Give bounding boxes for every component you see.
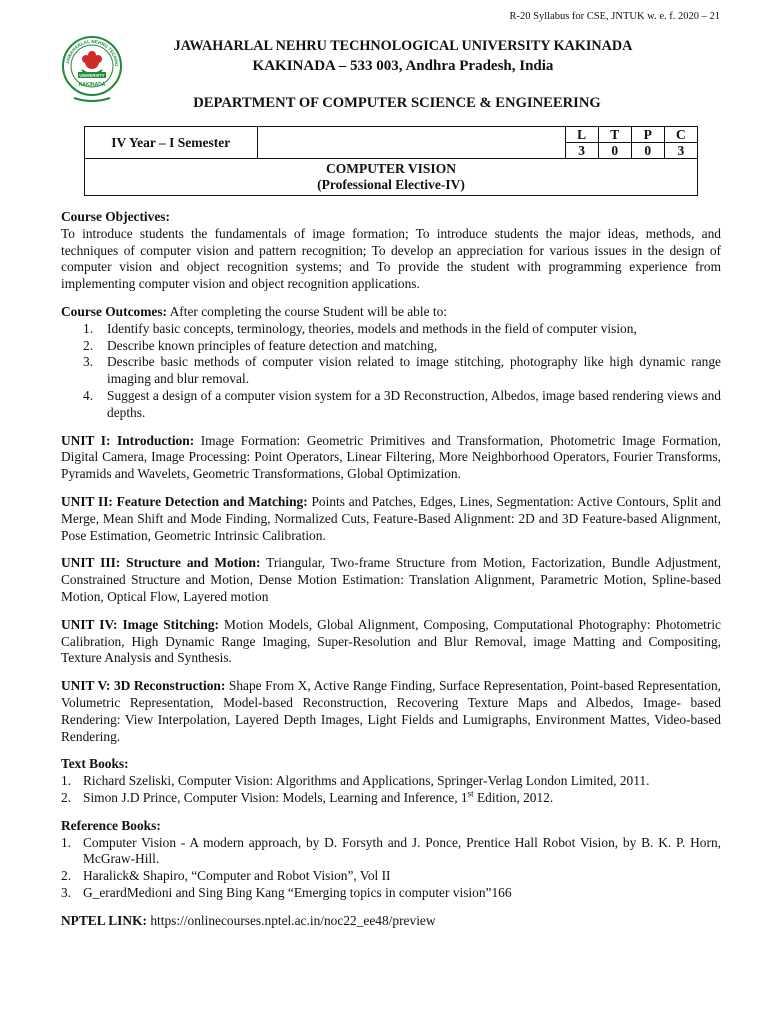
- text-books: [61, 756, 721, 806]
- course-subtitle: (Professional Elective-IV): [317, 177, 465, 192]
- outcomes-list: [61, 321, 721, 422]
- unit-text: Triangular, Two-frame Structure from Motion, Factorization, Bundle Adjustment, Constrained Structure and Motion, Dense Motion Estimation: Translation Alignment, Parametric Motion, Spline-based Motion, Optical Flow, Layered motion: [61, 555, 721, 604]
- list-item: [61, 773, 721, 790]
- unit-text: Points and Patches, Edges, Lines, Segmentation: Active Contours, Split and Merge, Mean Shift and Mode Finding, Normalized Cuts, Feature-Based Alignment: 2D and 3D Feature-based Alignment, Pose Estimation, Geometric Intrinsic Calibration.: [61, 493, 722, 543]
- seal-base-text: KAKINADA: [78, 82, 106, 88]
- reference-books: [61, 818, 721, 902]
- item-number: 1.: [83, 320, 94, 336]
- header-t: T: [598, 127, 631, 143]
- course-title: COMPUTER VISION: [326, 161, 456, 176]
- outcomes-intro: After completing the course Student will be able to:: [167, 303, 448, 319]
- text-books-list: [61, 773, 721, 807]
- unit-4: [61, 617, 721, 667]
- item-text: Computer Vision - A modern approach, by D. Forsyth and J. Ponce, Prentice Hall Robot Vision, by B. K. P. Horn, McGraw-Hill.: [83, 834, 721, 867]
- unit-title: UNIT V: 3D Reconstruction:: [61, 678, 226, 694]
- syllabus-content: [61, 209, 721, 929]
- list-item: [61, 388, 721, 422]
- item-number: 3.: [83, 354, 94, 370]
- header-c: C: [664, 127, 697, 143]
- header-p: P: [631, 127, 664, 143]
- header-l: L: [565, 127, 598, 143]
- item-number: 3.: [61, 884, 72, 900]
- nptel-line: [61, 913, 721, 930]
- objectives-text: To introduce students the fundamentals of image formation; To introduce students the major ideas, methods, and techniques of computer vision and pattern recognition; To develop an appreciation for various issues in the design of computer vision and object recognition systems; and To provide the student with programming experience from implementing computer vision and object recognition applications.: [61, 225, 721, 292]
- course-outcomes: [61, 304, 721, 422]
- unit-text: Image Formation: Geometric Primitives and Transformation, Photometric Image Formation, Digital Camera, Image Processing: Point Operators, Linear Filtering, More Neighborhood Operators, Fourier Transforms, Pyramids and Wavelets, Geometric Transformations, Global Optimization.: [61, 432, 721, 482]
- item-text: Haralick& Shapiro, “Computer and Robot Vision”, Vol II: [83, 868, 391, 884]
- item-number: 2.: [83, 337, 94, 353]
- unit-3: [61, 555, 721, 605]
- unit-2: [61, 494, 721, 544]
- semester-cell: IV Year – I Semester: [85, 127, 258, 159]
- university-name: JAWAHARLAL NEHRU TECHNOLOGICAL UNIVERSITY KAKINADA: [173, 38, 633, 54]
- unit-text: Shape From X, Active Range Finding, Surface Representation, Point-based Representation, Volumetric Representation, Model-based Reconstruction, Recovering Texture Maps and Albedos, Image- based Rendering: View Interpolation, Layered Depth Images, Light Fields and Lumigraphs, Environment Mattes, Video-based Rendering.: [61, 678, 721, 744]
- text-books-heading: Text Books:: [61, 756, 129, 772]
- item-text-end: Edition, 2012.: [473, 789, 554, 805]
- list-item: [61, 885, 721, 902]
- outcomes-heading: Course Outcomes:: [61, 303, 167, 319]
- item-text: Suggest a design of a computer vision system for a 3D Reconstruction, Albedos, image based rendering views and depths.: [107, 387, 721, 420]
- reference-books-heading: Reference Books:: [61, 817, 161, 833]
- item-number: 1.: [61, 834, 72, 850]
- unit-5: [61, 678, 721, 745]
- list-item: [61, 835, 721, 869]
- item-text: G_erardMedioni and Sing Bing Kang “Emerging topics in computer vision”166: [83, 884, 512, 900]
- list-item: [61, 868, 721, 885]
- unit-text: Motion Models, Global Alignment, Composing, Computational Photography: Photometric Calibration, High Dynamic Range Imaging, Super-Resolution and Blur Removal, image Matting and Compositing, Texture Analysis and Synthesis.: [61, 616, 721, 666]
- item-number: 1.: [61, 773, 72, 789]
- value-c: 3: [664, 143, 697, 159]
- department-title: DEPARTMENT OF COMPUTER SCIENCE & ENGINEERING: [193, 95, 601, 111]
- item-text: Describe basic methods of computer vision related to image stitching, photography like high dynamic range imaging and blur removal.: [107, 354, 721, 387]
- unit-title: UNIT I: Introduction:: [61, 432, 195, 448]
- list-item: [61, 354, 721, 388]
- running-header: R-20 Syllabus for CSE, JNTUK w. e. f. 2020 – 21: [509, 11, 720, 22]
- unit-title: UNIT II: Feature Detection and Matching:: [61, 493, 308, 509]
- unit-title: UNIT IV: Image Stitching:: [61, 616, 219, 632]
- university-address: KAKINADA – 533 003, Andhra Pradesh, India: [252, 58, 554, 74]
- unit-title: UNIT III: Structure and Motion:: [61, 555, 261, 571]
- seal-ring-text: JAWAHARLAL NEHRU TECHNO: [65, 38, 120, 67]
- seal-band-text: UNIVERSITY: [79, 72, 105, 78]
- item-text: Identify basic concepts, terminology, theories, models and methods in the field of computer vision,: [107, 320, 637, 336]
- list-item: [61, 338, 721, 355]
- item-number: 2.: [61, 868, 72, 884]
- item-text: Richard Szeliski, Computer Vision: Algorithms and Applications, Springer-Verlag London Limited, 2011.: [83, 773, 650, 789]
- unit-1: [61, 433, 721, 483]
- superscript: st: [467, 788, 474, 799]
- objectives-heading: Course Objectives:: [61, 209, 170, 224]
- course-objectives: [61, 209, 721, 293]
- value-p: 0: [631, 143, 664, 159]
- nptel-link[interactable]: https://onlinecourses.nptel.ac.in/noc22_ee48/preview: [150, 912, 436, 928]
- course-info-table: [84, 126, 698, 196]
- list-item: [61, 790, 721, 807]
- course-title-cell: [85, 159, 698, 196]
- value-t: 0: [598, 143, 631, 159]
- item-number: 2.: [61, 789, 72, 805]
- nptel-label: NPTEL LINK:: [61, 912, 147, 928]
- reference-books-list: [61, 835, 721, 902]
- value-l: 3: [565, 143, 598, 159]
- item-text: Simon J.D Prince, Computer Vision: Models, Learning and Inference, 1: [83, 789, 468, 805]
- blank-cell: [257, 127, 565, 159]
- item-text: Describe known principles of feature detection and matching,: [107, 337, 438, 353]
- list-item: [61, 321, 721, 338]
- item-number: 4.: [83, 387, 94, 403]
